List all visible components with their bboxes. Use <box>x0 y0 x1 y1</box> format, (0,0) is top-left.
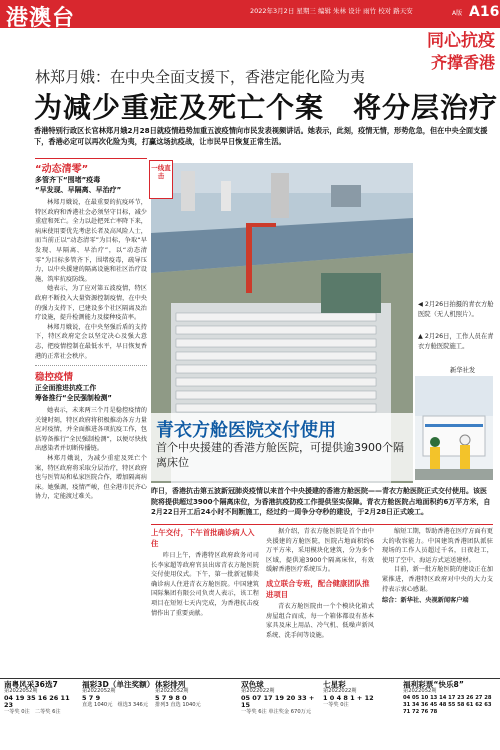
col2-body-2: 青衣方舱医院由一个个模块化箱式房屋组合而成，每一个箱体都设有基本家具及床上用品、冷气机、低噪声新风系统、洗手间等设施。 <box>266 602 374 639</box>
lottery-3-numbers: 5 7 9 8 0 <box>155 694 187 702</box>
left-divider <box>35 158 147 159</box>
left-column <box>35 160 147 502</box>
col1-head: 上午交付，下午首批确诊病人入住 <box>151 528 255 548</box>
caption-arrow-icon: ◀ <box>418 301 423 308</box>
headline-kicker: 林郑月娥：在中央全面支援下，香港定能化险为夷 <box>35 68 366 86</box>
slogan <box>417 31 495 81</box>
lottery-4-numbers: 05 07 17 19 20 33 + 15 <box>241 694 315 709</box>
lottery-6 <box>403 681 497 747</box>
bottom-col-3 <box>382 527 493 606</box>
scene-badge: 一线直击 <box>149 160 173 199</box>
lottery-1-issue: 第2022052期 <box>4 688 38 694</box>
lottery-2-extra: 直选 1040元 组选3 346元 <box>82 702 149 708</box>
lottery-6-numbers: 04 05 10 13 14 17 23 26 27 28 31 34 36 45 48 55 58 61 62 63 71 72 76 78 <box>403 695 492 715</box>
lottery-1-numbers: 04 19 35 16 26 11 23 <box>4 694 70 709</box>
left-body-2: 她表示，为了应对第五波疫情，特区政府不断投入大量资源控制疫情，在中央的强力支持下，已建设多个社区隔离及治疗设施，提升检测能力及接种疫苗率。 <box>35 285 147 322</box>
lottery-4-extra: 一等奖 6注 单注奖金 670万元 <box>241 709 312 715</box>
left-body-1: 林郑月娥说，在最重要的抗疫环节，特区政府和香港社会必须坚守目标，减少重症和死亡。全力以赴把死亡率降下来，病床使用要优先考虑长者及高风险人士，而当前正以“动态清零”为目标，争取“早发现、早隔离、早治疗”，以“动态清零”为目标多管齐下，围堵疫毒，疏导压力，以中央援建的隔离设施和社区治疗设施，筑牢抗疫防线。 <box>35 199 147 283</box>
bottom-col-2 <box>266 527 374 640</box>
left-body-3: 林郑月娥说，在中央坚强后盾的支持下，特区政府定会以坚定决心及强大意志，把疫情控制在最低水平，早日恢复香港的正常社会秩序。 <box>35 323 147 360</box>
section-title: 港澳台 <box>6 5 76 31</box>
lottery-3-extra: 排列3 直选 1040元 <box>155 702 201 708</box>
lottery-5-numbers: 1 0 4 8 1 + 12 <box>323 694 374 702</box>
lottery-6-issue: 第2022052期 <box>403 688 437 694</box>
bottom-col-1 <box>151 527 259 618</box>
side-sub-1: 正全面推进抗疫工作 <box>35 384 97 393</box>
worker-illustration <box>415 376 493 480</box>
quote-line-1: 多管齐下“围堵”疫毒 <box>35 176 101 184</box>
photo-caption-main: 青衣方舱医院交付使用 <box>156 420 336 441</box>
lottery-3-title: 体彩排列 <box>155 680 186 689</box>
col2-body: 据介绍，青衣方舱医院是首个由中央援建的方舱医院，医院占地面积约6万平方米，采用模块化建筑，分为多个区域，提供逾3900个隔离床位，有效缓解香港医疗系统压力。 <box>266 528 374 574</box>
slogan-line2: 齐撑香港 <box>430 53 495 72</box>
lottery-3 <box>155 681 237 747</box>
photo-credit: 新华社发 <box>450 367 476 374</box>
lead-paragraph: 香港特别行政区长官林郑月娥2月28日就疫情趋势加重五波疫情向市民发表视频讲话。她表示，此刻，疫情无情，形势危急，但在中央全面支援下，香港必定可以再次化险为夷，打赢这场抗疫战，让市民早日恢复正常生活。 <box>34 126 488 146</box>
side-head: 稳控疫情 <box>35 372 74 384</box>
lottery-1 <box>4 681 78 747</box>
quote-title: “动态清零” <box>35 164 89 175</box>
side-sub-2: 筹备推行“全民强制检测” <box>35 394 112 403</box>
lottery-divider <box>0 678 500 679</box>
headline-main: 为减少重症及死亡个案 将分层治疗 <box>34 91 499 124</box>
page-number: A16 <box>469 4 500 20</box>
left-body-5: 林郑月娥说，为减少重症及死亡个案，特区政府将采取分层治疗，特区政府也与医管局和私家医院合作，增加隔离病床。她强调，疫情严峻，但全港市民齐心协力，定能渡过难关。 <box>35 455 147 501</box>
lottery-5-extra: 一等奖 0注 <box>323 702 349 708</box>
lottery-5 <box>323 681 399 747</box>
quote-line-2: “早发现、早隔离、早治疗” <box>35 186 122 194</box>
worker-photo <box>415 376 493 480</box>
lottery-4-issue: 第2022022期 <box>241 688 275 694</box>
summary-paragraph: 昨日，香港抗击第五波新冠肺炎疫情以来首个中央援建的香港方舱医院——青衣方舱医院正式交付使用。该医院将提供超过3900个隔离床位，为香港抗疫防疫工作提供坚实保障。青衣方舱医院占地面积约6万平方米，自2月22日开工后24小时不间断施工，经过约一周争分夺秒的建设，于2月28日正式竣工。 <box>151 487 491 516</box>
lottery-2 <box>82 680 155 747</box>
col3-body: 缩短工期，帮助香港在医疗方面有更大的收容能力。中国建筑香港团队派驻现场的工作人员超过千名，日夜赶工，使用了空中、海运方式运送建材。 <box>382 528 493 564</box>
col3-body-2: 目前，新一批方舱医院的建设正在加紧推进，香港特区政府对中央的大力支持表示衷心感谢。 <box>382 566 493 593</box>
right-caption-1 <box>418 300 494 319</box>
lottery-1-extra: 一等奖 0注 二等奖 6注 <box>4 709 61 715</box>
lottery-3-issue: 第2022052期 <box>155 688 189 694</box>
lottery-5-title: 七星彩 <box>323 680 346 689</box>
caption-arrow-icon: ▲ <box>418 333 423 340</box>
date-line: 2022年3月2日 星期三 编辑 朱林 设计 雨竹 校对 路天安 <box>250 7 413 15</box>
photo-caption-sub: 首个中央援建的香港方舱医院，可提供逾3900个隔离床位 <box>156 441 404 469</box>
lottery-4 <box>241 681 319 747</box>
lottery-5-issue: 第2022022期 <box>323 688 357 694</box>
left-separator <box>35 365 147 366</box>
bottom-divider <box>151 524 493 525</box>
lottery-2-title: 福彩3D（单注奖额） <box>82 680 155 689</box>
right-caption-2 <box>418 332 494 351</box>
col3-credit: 综合：新华社、央视新闻客户端 <box>382 597 469 605</box>
lottery-2-issue: 第2022052期 <box>82 688 116 694</box>
lottery-1-title: 南粤风采36选7 <box>4 680 58 689</box>
right-caption-2-text: 2月26日，工作人员在青衣方舱医院施工。 <box>418 333 494 350</box>
left-body-4: 她表示，未来两三个月是稳控疫情的关键时刻，特区政府将积极推动各方力量应对疫情，并全面推进各项抗疫工作，包括筹备推行“全民强制检测”，以便尽快找出感染者并切断传播链。 <box>35 407 147 453</box>
slogan-line1: 同心抗疫 <box>427 31 495 51</box>
col1-body: 昨日上午，香港特区政府政务司司长李家超等政府官员出席青衣方舱医院交付使用仪式。下午，第一批新冠肺炎确诊病人住进青衣方舱医院。中国建筑国际集团有限公司负责人表示，该工程项目在短短七天内完成，为香港抗击疫情作出了重要贡献。 <box>151 552 259 617</box>
col2-head: 成立联合专班，配合健康团队推进项目 <box>266 578 370 599</box>
lottery-4-title: 双色球 <box>241 680 264 689</box>
lottery-2-numbers: 5 7 9 <box>82 694 101 702</box>
right-caption-1-text: 2月26日拍摄的青衣方舱医院（无人机照片）。 <box>418 301 494 318</box>
lottery-6-title: 福利彩票“快乐8” <box>403 680 464 689</box>
edition-label: A版 <box>452 10 463 17</box>
